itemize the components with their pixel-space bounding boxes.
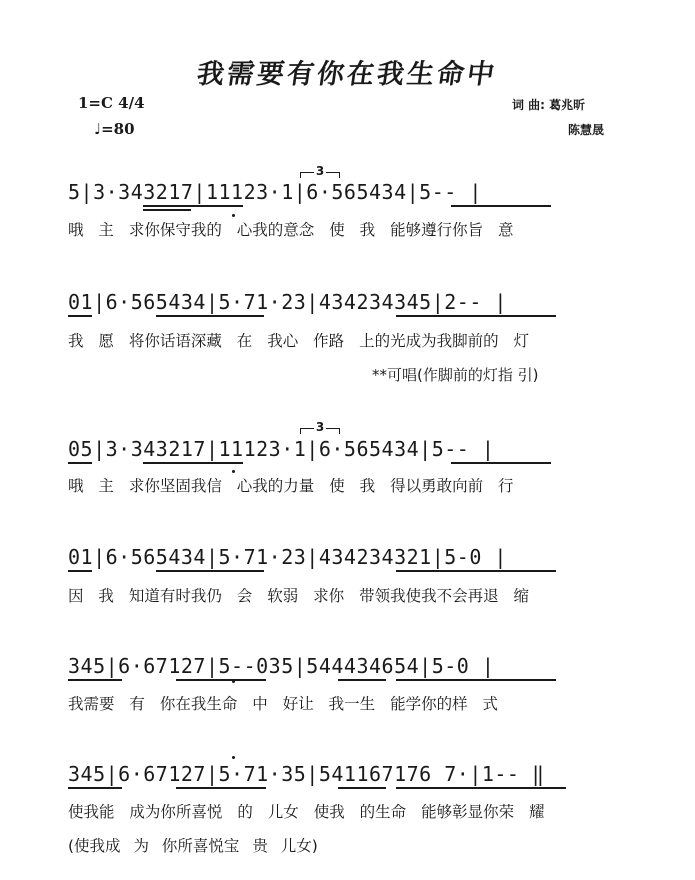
lyrics-line-3: 哦 主 求你坚固我信 心我的力量 使 我 得以勇敢向前 行 [68, 477, 514, 495]
triplet-bracket: 3 [300, 428, 340, 434]
score-line-3: 05|3·343217|11123·1|6·565434|5-- | [68, 437, 495, 461]
key-signature: 1=C 4/4 [78, 94, 145, 112]
credit-composer: 词 曲: 葛兆昕 [512, 98, 586, 112]
score-line-1: 5|3·343217|11123·1|6·565434|5-- | [68, 180, 482, 204]
score-line-4: 01|6·565434|5·71·23|434234321|5-0 | [68, 545, 507, 569]
lyrics-line-5: 我需要 有 你在我生命 中 好让 我一生 能学你的样 式 [68, 695, 498, 713]
song-title: 我需要有你在我生命中 [194, 59, 500, 90]
score-line-6: 345|6·67127|5·71·35|541167176 7·|1-- ‖ [68, 762, 545, 786]
lyrics-line-4: 因 我 知道有时我仍 会 软弱 求你 带领我使我不会再退 缩 [68, 587, 529, 605]
lyrics-line-2: 我 愿 将你话语深藏 在 我心 作路 上的光成为我脚前的 灯 [68, 332, 529, 350]
tempo-marking [94, 120, 135, 138]
lyrics-line-6: 使我能 成为你所喜悦 的 儿女 使我 的生命 能够彰显你荣 耀 [68, 803, 545, 821]
quarter-note-icon: ♩ [94, 120, 102, 138]
lyrics-line-1: 哦 主 求你保守我的 心我的意念 使 我 能够遵行你旨 意 [68, 221, 514, 239]
score-line-2: 01|6·565434|5·71·23|434234345|2-- | [68, 290, 507, 314]
alternate-lyrics: (使我成 为 你所喜悦宝 贵 儿女) [68, 837, 318, 855]
tempo-value: =80 [101, 120, 135, 138]
performance-note: **可唱(作脚前的灯指 引) [372, 366, 539, 384]
score-line-5: 345|6·67127|5--035|544434654|5-0 | [68, 654, 495, 678]
triplet-bracket: 3 [300, 172, 340, 178]
credit-arranger: 陈慧晟 [568, 123, 605, 137]
